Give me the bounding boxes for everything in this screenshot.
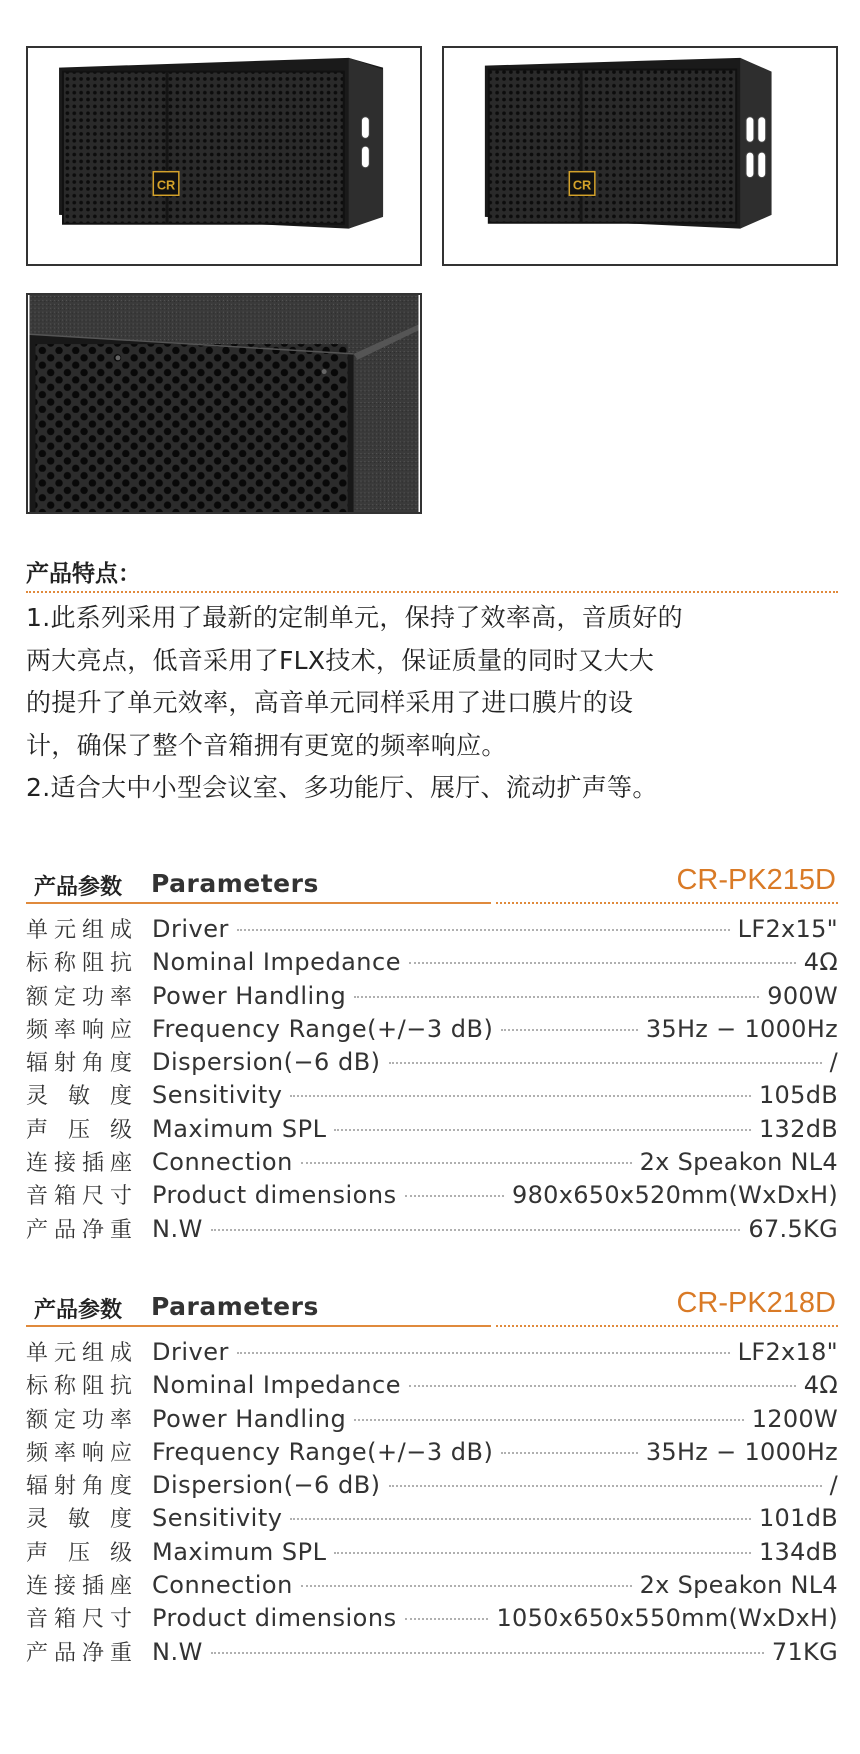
spec-value: 101dB — [758, 1504, 838, 1533]
spec-row — [26, 1536, 838, 1569]
spec-label-zh: 单元组成 — [26, 1341, 132, 1366]
spec-row — [26, 946, 838, 979]
product-photo-side — [442, 46, 838, 266]
spec-value: / — [829, 1471, 838, 1500]
spec-row — [26, 980, 838, 1013]
spec-table-pk215d — [26, 866, 838, 1246]
spec-row — [26, 1146, 838, 1179]
spec-label-zh: 连接插座 — [26, 1574, 132, 1600]
leader-dots — [301, 1585, 632, 1587]
model-name: CR-PK218D — [676, 1287, 836, 1319]
leader-dots — [501, 1029, 638, 1031]
leader-dots — [405, 1195, 504, 1197]
spec-label-en: Dispersion(−6 dB) — [152, 1048, 381, 1077]
spec-row — [26, 1336, 838, 1369]
spec-header-en: Parameters — [151, 1292, 319, 1321]
spec-row — [26, 1403, 838, 1436]
spec-value: 980x650x520mm(WxDxH) — [512, 1181, 838, 1210]
spec-header — [26, 1289, 838, 1327]
header-rule-dotted — [496, 902, 838, 904]
spec-label-en: Sensitivity — [152, 1504, 283, 1533]
spec-row — [26, 1113, 838, 1146]
spec-label-zh: 音箱尺寸 — [26, 1607, 132, 1633]
spec-label-zh: 标称阻抗 — [26, 951, 132, 977]
leader-dots — [501, 1452, 638, 1454]
spec-label-en: N.W — [152, 1214, 203, 1243]
spec-rows — [26, 913, 838, 1246]
spec-label-zh: 单元组成 — [26, 918, 132, 943]
features-line: 计，确保了整个音箱拥有更宽的频率响应。 — [26, 730, 507, 760]
features-title: 产品特点： — [26, 561, 141, 587]
leader-dots — [211, 1652, 764, 1654]
spec-row — [26, 1602, 838, 1635]
spec-label-en: Sensitivity — [152, 1081, 283, 1110]
spec-label-zh: 频率响应 — [26, 1017, 132, 1043]
spec-label-zh: 灵敏度 — [26, 1084, 132, 1110]
spec-value: 1050x650x550mm(WxDxH) — [496, 1604, 838, 1633]
header-rule-dotted — [496, 1325, 838, 1327]
leader-dots — [237, 929, 730, 931]
spec-value: / — [829, 1048, 838, 1077]
features-line: 1.此系列采用了最新的定制单元，保持了效率高，音质好的 — [26, 603, 683, 632]
spec-header-en: Parameters — [151, 869, 319, 898]
spec-label-zh: 辐射角度 — [26, 1051, 132, 1077]
spec-label-zh: 音箱尺寸 — [26, 1184, 132, 1210]
spec-label-zh: 额定功率 — [26, 984, 132, 1010]
spec-header-zh: 产品参数 — [34, 875, 123, 900]
model-name: CR-PK215D — [676, 864, 836, 896]
spec-label-en: Dispersion(−6 dB) — [152, 1471, 381, 1500]
spec-row — [26, 1436, 838, 1469]
spec-rows — [26, 1336, 838, 1669]
features-line: 2.适合大中小型会议室、多功能厅、展厅、流动扩声等。 — [26, 773, 658, 802]
spec-header — [26, 866, 838, 904]
leader-dots — [290, 1095, 751, 1097]
spec-label-zh: 声压级 — [26, 1540, 132, 1566]
spec-label-en: Nominal Impedance — [152, 1371, 401, 1400]
features-divider — [26, 591, 838, 593]
spec-value: 1200W — [751, 1404, 838, 1433]
spec-label-en: Driver — [152, 915, 229, 943]
spec-row — [26, 1079, 838, 1112]
spec-row — [26, 1502, 838, 1535]
leader-dots — [389, 1062, 822, 1064]
spec-label-zh: 标称阻抗 — [26, 1374, 132, 1400]
spec-value: 67.5KG — [748, 1214, 838, 1243]
spec-header-zh: 产品参数 — [34, 1298, 123, 1323]
features-line: 两大亮点，低音采用了FLX技术，保证质量的同时又大大 — [26, 645, 655, 675]
spec-label-en: Maximum SPL — [152, 1114, 327, 1143]
spec-row — [26, 1179, 838, 1212]
spec-label-en: N.W — [152, 1637, 203, 1666]
spec-value: 71KG — [771, 1637, 838, 1666]
spec-row — [26, 1013, 838, 1046]
leader-dots — [301, 1162, 632, 1164]
logo-text: CR — [572, 177, 592, 193]
spec-row — [26, 1469, 838, 1502]
spec-label-en: Connection — [152, 1148, 293, 1177]
leader-dots — [389, 1485, 822, 1487]
spec-row — [26, 1213, 838, 1246]
spec-label-en: Product dimensions — [152, 1181, 397, 1210]
leader-dots — [211, 1229, 741, 1231]
spec-label-zh: 声压级 — [26, 1117, 132, 1143]
spec-value: 900W — [767, 981, 838, 1010]
spec-value: 4Ω — [803, 1371, 838, 1400]
spec-label-zh: 产品净重 — [26, 1640, 132, 1666]
speaker-cabinet-front-image — [28, 48, 420, 264]
spec-value: 35Hz − 1000Hz — [645, 1437, 838, 1466]
spec-label-zh: 产品净重 — [26, 1217, 132, 1243]
spec-value: 35Hz − 1000Hz — [645, 1014, 838, 1043]
speaker-cabinet-side-image — [444, 48, 836, 264]
features-line: 的提升了单元效率，高音单元同样采用了进口膜片的设 — [26, 688, 634, 717]
spec-value: 4Ω — [803, 948, 838, 977]
leader-dots — [237, 1352, 730, 1354]
spec-label-zh: 频率响应 — [26, 1440, 132, 1466]
spec-label-zh: 辐射角度 — [26, 1474, 132, 1500]
spec-value: 132dB — [758, 1114, 838, 1143]
leader-dots — [334, 1129, 751, 1131]
spec-label-en: Frequency Range(+/−3 dB) — [152, 1437, 494, 1466]
spec-row — [26, 1369, 838, 1402]
logo-text: CR — [156, 177, 176, 193]
header-rule — [26, 1325, 491, 1327]
spec-label-en: Product dimensions — [152, 1604, 397, 1633]
spec-label-en: Power Handling — [152, 981, 347, 1010]
leader-dots — [409, 1385, 796, 1387]
spec-row — [26, 1046, 838, 1079]
spec-label-zh: 灵敏度 — [26, 1507, 132, 1533]
product-photo-grille-detail — [26, 293, 422, 514]
spec-row — [26, 913, 838, 946]
spec-label-en: Maximum SPL — [152, 1537, 327, 1566]
leader-dots — [334, 1552, 751, 1554]
spec-label-en: Nominal Impedance — [152, 948, 401, 977]
spec-value: LF2x18" — [737, 1338, 838, 1366]
spec-value: 105dB — [758, 1081, 838, 1110]
features-text — [26, 597, 838, 810]
spec-label-zh: 连接插座 — [26, 1151, 132, 1177]
grille-closeup-image — [28, 295, 420, 512]
spec-value: LF2x15" — [737, 915, 838, 943]
product-photo-front — [26, 46, 422, 266]
spec-value: 2x Speakon NL4 — [639, 1148, 838, 1177]
spec-table-pk218d — [26, 1289, 838, 1669]
spec-value: 2x Speakon NL4 — [639, 1571, 838, 1600]
spec-label-en: Connection — [152, 1571, 293, 1600]
spec-label-zh: 额定功率 — [26, 1407, 132, 1433]
spec-row — [26, 1569, 838, 1602]
spec-label-en: Frequency Range(+/−3 dB) — [152, 1014, 494, 1043]
spec-row — [26, 1636, 838, 1669]
leader-dots — [405, 1618, 489, 1620]
leader-dots — [354, 1419, 744, 1421]
spec-value: 134dB — [758, 1537, 838, 1566]
spec-label-en: Power Handling — [152, 1404, 347, 1433]
leader-dots — [290, 1518, 751, 1520]
leader-dots — [409, 962, 796, 964]
header-rule — [26, 902, 491, 904]
leader-dots — [354, 996, 759, 998]
spec-label-en: Driver — [152, 1338, 229, 1366]
